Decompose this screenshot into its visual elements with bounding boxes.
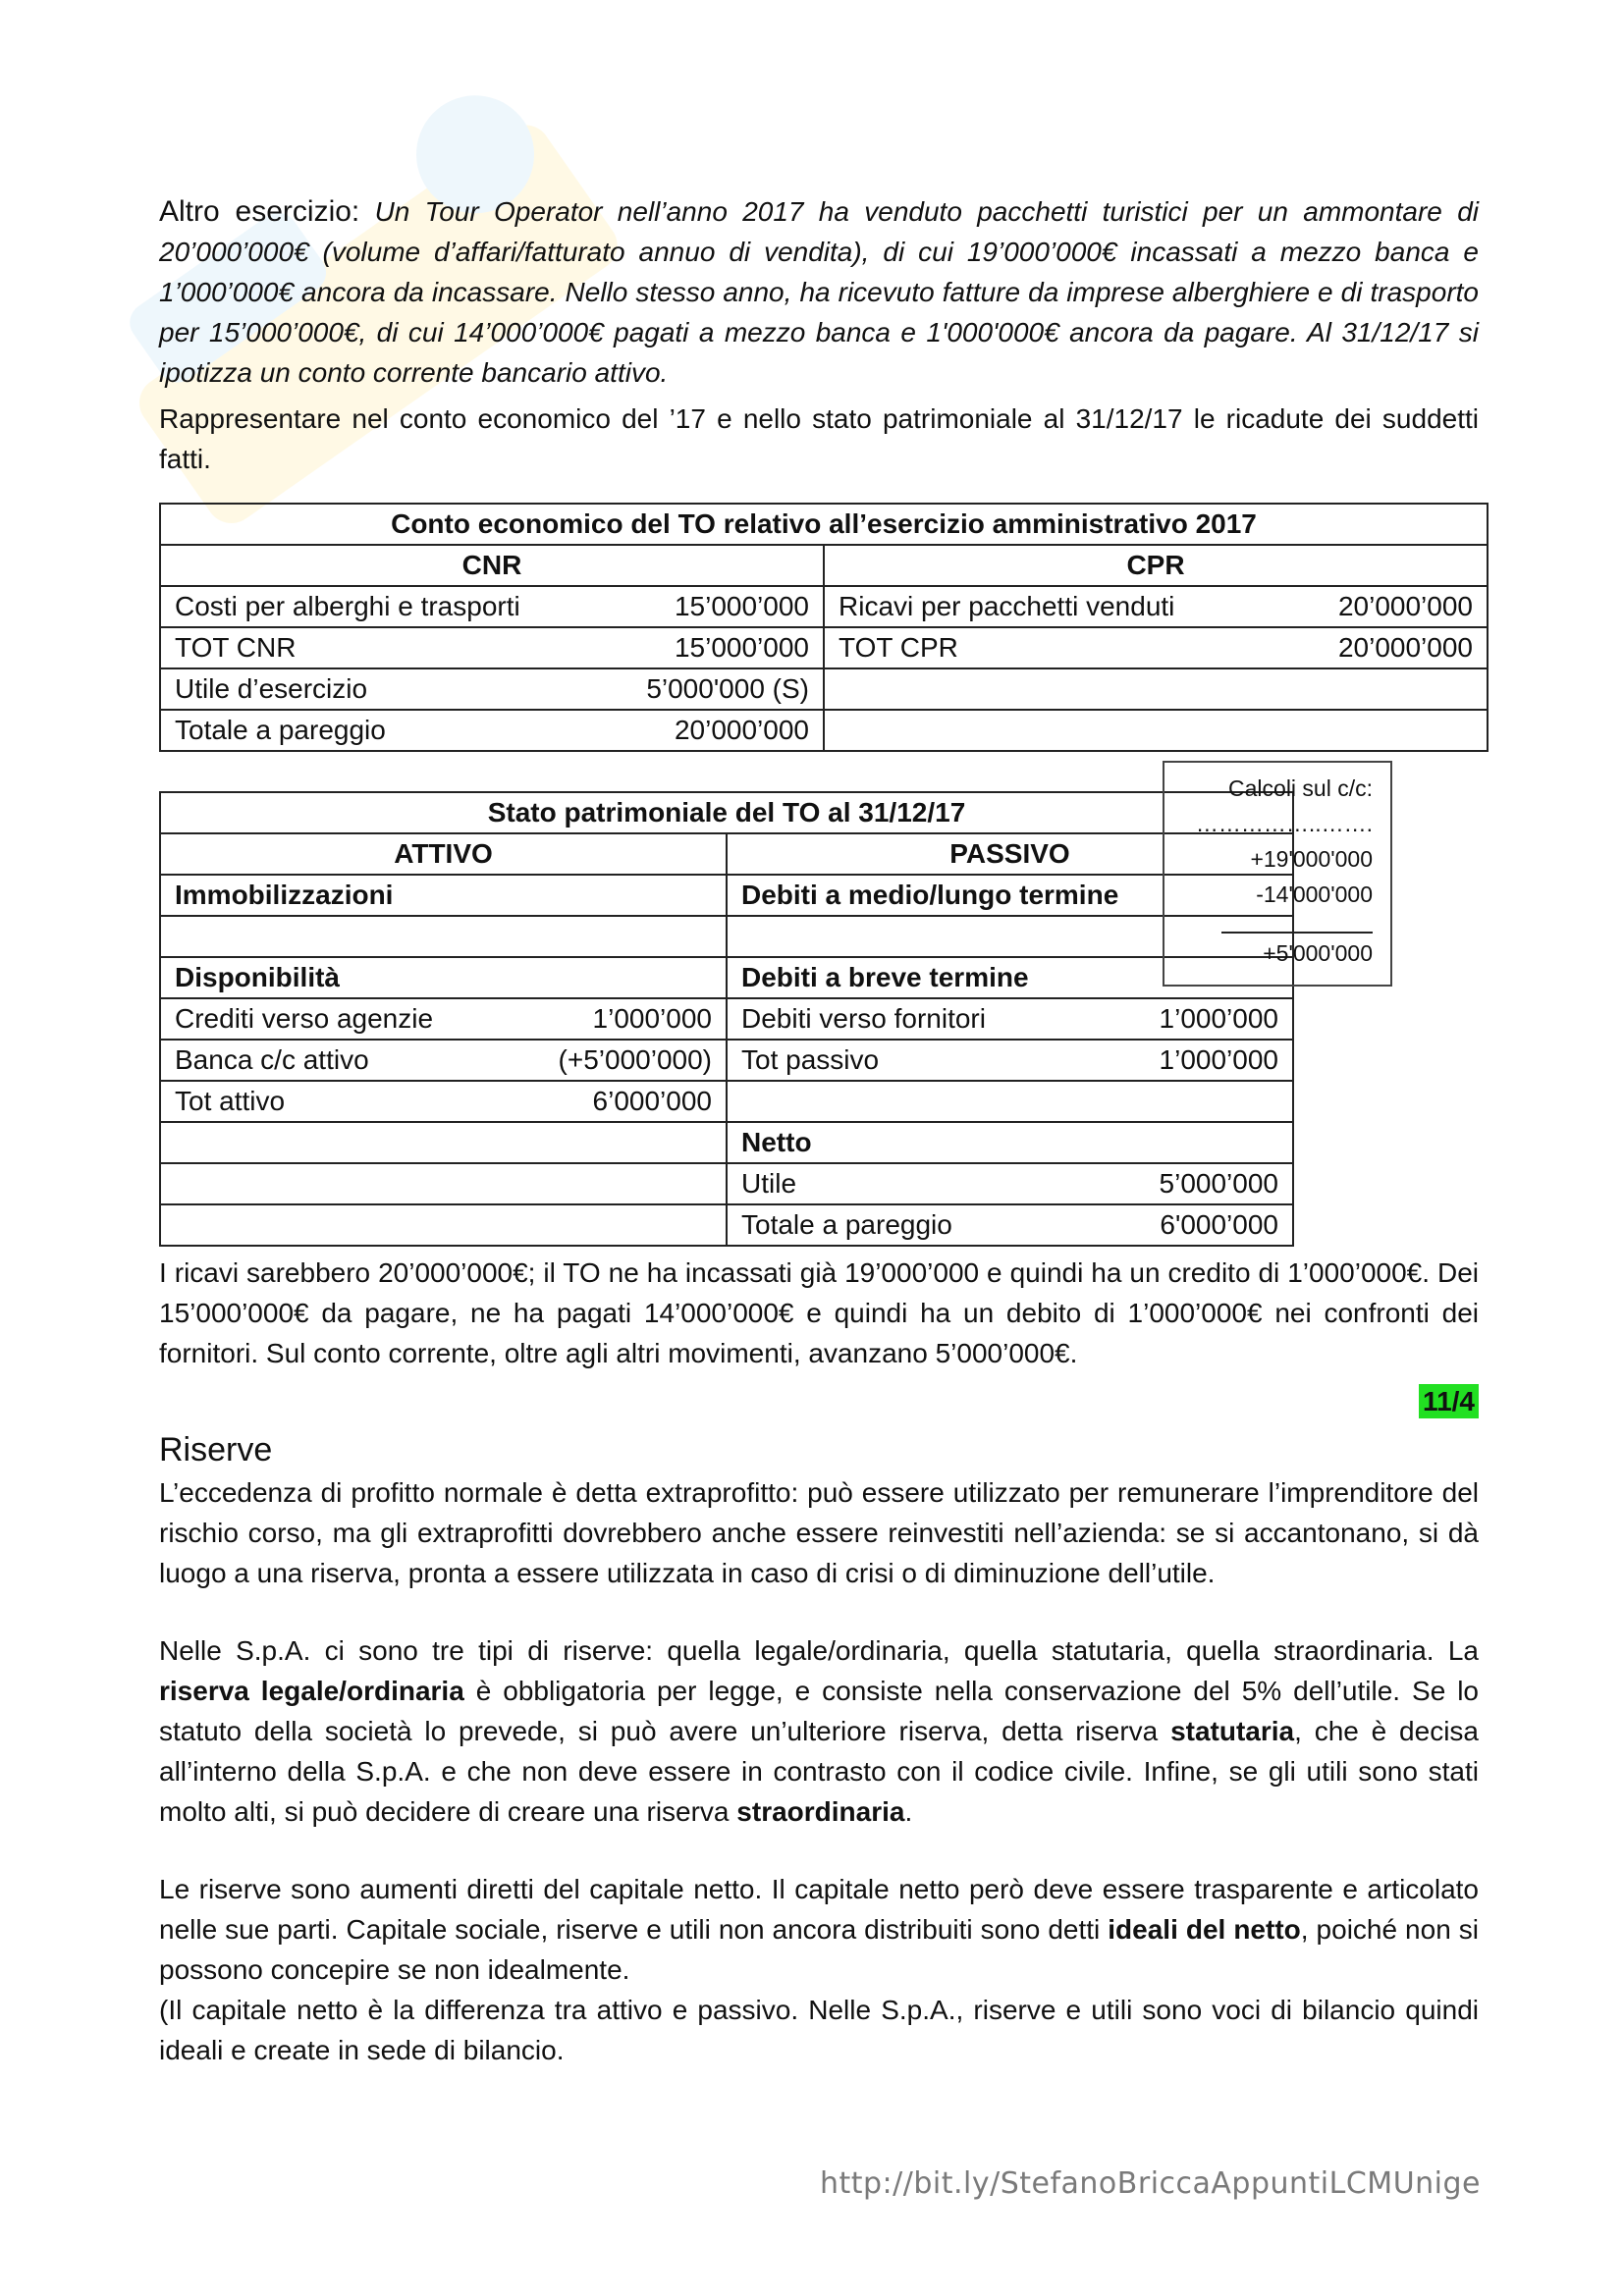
lesson-date-badge: 11/4 <box>1419 1384 1479 1418</box>
sp-cell-left <box>160 1081 727 1122</box>
exercise-question: Rappresentare nel conto economico del ’17 e nello stato patrimoniale al 31/12/17 le ricadute dei suddetti fatti. <box>159 403 1479 474</box>
sp-label: Tot passivo <box>741 1044 880 1075</box>
explanation-paragraph: I ricavi sarebbero 20’000’000€; il TO ne ha incassati già 19’000’000 e quindi ha un credito di 1’000’000€. Dei 15’000’000€ da pagare, ne ha pagati 14’000’000€ e quindi ha un debito di 1’000’000€ nei confronti dei fornitori. Sul conto corrente, oltre agli altri movimenti, avanzano 5’000’000€. <box>159 1257 1479 1368</box>
sp-value: 6'000’000 <box>1160 1209 1278 1240</box>
sp-row <box>160 1204 1293 1246</box>
term-statutaria: statutaria <box>1170 1716 1295 1746</box>
sp-cell-right <box>727 1163 1293 1204</box>
sp-cell-right <box>727 998 1293 1040</box>
ce-value: 20’000’000 <box>1337 632 1473 663</box>
ce-cell-right <box>824 586 1488 627</box>
ce-label: TOT CPR <box>839 632 958 663</box>
text-run: . <box>904 1796 913 1827</box>
sp-value: (+5’000’000) <box>558 1044 712 1075</box>
ce-header-cpr: CPR <box>824 545 1488 586</box>
term-ideali-del-netto: ideali del netto <box>1108 1914 1301 1945</box>
page-content <box>159 191 1479 2070</box>
exercise-lead: Altro esercizio: <box>159 195 360 228</box>
sp-row <box>160 957 1293 998</box>
sp-value: 1’000’000 <box>592 1003 712 1034</box>
ce-cell-left <box>160 710 824 751</box>
sp-value: 1’000’000 <box>1159 1044 1278 1075</box>
ce-cell-right <box>824 627 1488 668</box>
ce-row <box>160 668 1488 710</box>
sp-row <box>160 875 1293 916</box>
calcoli-minus: -14'000'000 <box>1256 881 1373 907</box>
ce-value: 20’000’000 <box>1337 591 1473 621</box>
sp-cell-right <box>727 1081 1293 1122</box>
riserve-paragraph-3 <box>159 1869 1479 1990</box>
ce-value: 5’000'000 (S) <box>646 673 809 704</box>
calcoli-title: Calcoli sul c/c: <box>1228 775 1373 801</box>
text-run: Le riserve sono aumenti diretti del capitale netto. Il capitale netto però deve essere trasparente e articolato nelle sue parti. Capitale sociale, riserve e utili non ancora distribuiti sono detti <box>159 1874 1479 1945</box>
sp-cell-right <box>727 1204 1293 1246</box>
sp-label: Immobilizzazioni <box>175 880 394 910</box>
sp-label: Totale a pareggio <box>741 1209 952 1240</box>
sp-label: Netto <box>741 1127 812 1157</box>
exercise-problem: Un Tour Operator nell’anno 2017 ha venduto pacchetti turistici per un ammontare di 20’000’000€ (volume d’affari/fatturato annuo di vendita), di cui 19’000’000€ incassati a mezzo banca e 1’000’000€ ancora da incassare. Nello stesso anno, ha ricevuto fatture da imprese alberghiere e di trasporto per 15’000’000€, di cui 14’000’000€ pagati a mezzo banca e 1'000'000€ ancora da pagare. Al 31/12/17 si ipotizza un conto corrente bancario attivo. <box>159 196 1479 388</box>
sp-row <box>160 1081 1293 1122</box>
ce-label: TOT CNR <box>175 632 297 663</box>
ce-label: Totale a pareggio <box>175 715 386 745</box>
riserve-paragraph-1: L’eccedenza di profitto normale è detta extraprofitto: può essere utilizzato per remunerare l’imprenditore del rischio corso, ma gli extraprofitti dovrebbero anche essere reinvestiti nell’azienda: se si accantonano, si dà luogo a una riserva, pronta a essere utilizzata in caso di crisi o di diminuzione dell’utile. <box>159 1477 1479 1588</box>
sp-cell-left <box>160 875 727 916</box>
calcoli-plus: +19'000'000 <box>1250 846 1373 872</box>
sp-cell-right <box>727 1122 1293 1163</box>
sp-label: Debiti a medio/lungo termine <box>741 880 1119 910</box>
sp-label: Debiti verso fornitori <box>741 1003 986 1034</box>
ce-cell-right <box>824 710 1488 751</box>
stato-patrimoniale-table <box>159 791 1294 1247</box>
text-run: è obbligatoria per legge, e consiste nella conservazione del 5% dell’utile. Se lo statuto della società lo prevede, si può avere un’ulteriore riserva, detta riserva <box>159 1676 1479 1746</box>
calcoli-result: +5'000'000 <box>1263 940 1373 966</box>
text-run: Nelle S.p.A. ci sono tre tipi di riserve: quella legale/ordinaria, quella statutaria, quella straordinaria. La <box>159 1635 1479 1666</box>
text-run: , poiché non si possono concepire se non idealmente. <box>159 1914 1479 1985</box>
exercise-intro <box>159 191 1479 393</box>
sp-label: Crediti verso agenzie <box>175 1003 434 1034</box>
ce-row <box>160 710 1488 751</box>
sp-cell-left <box>160 1040 727 1081</box>
term-riserva-legale: riserva legale/ordinaria <box>159 1676 464 1706</box>
ce-value: 15’000’000 <box>674 632 809 663</box>
sp-row <box>160 1163 1293 1204</box>
sp-row <box>160 1122 1293 1163</box>
calcoli-dots: ……………..……. <box>1195 811 1373 836</box>
sp-cell-left <box>160 1122 727 1163</box>
sp-header-attivo: ATTIVO <box>160 833 727 875</box>
sp-label: Disponibilità <box>175 962 340 992</box>
sp-cell-left <box>160 1204 727 1246</box>
sp-value: 1’000’000 <box>1159 1003 1278 1034</box>
sp-title: Stato patrimoniale del TO al 31/12/17 <box>160 792 1293 833</box>
sp-row <box>160 998 1293 1040</box>
ce-cell-left <box>160 627 824 668</box>
calcoli-rule <box>1221 912 1373 934</box>
ce-label: Costi per alberghi e trasporti <box>175 591 520 621</box>
ce-value: 15’000’000 <box>674 591 809 621</box>
ce-value: 20’000’000 <box>674 715 809 745</box>
sp-label: Utile <box>741 1168 797 1199</box>
ce-cell-left <box>160 586 824 627</box>
sp-value: 5’000’000 <box>1159 1168 1278 1199</box>
ce-header-cnr: CNR <box>160 545 824 586</box>
calcoli-box <box>1163 761 1392 987</box>
sp-row <box>160 916 1293 957</box>
ce-title: Conto economico del TO relativo all’esercizio amministrativo 2017 <box>160 504 1488 545</box>
riserve-paragraph-4: (Il capitale netto è la differenza tra attivo e passivo. Nelle S.p.A., riserve e utili sono voci di bilancio quindi ideali e create in sede di bilancio. <box>159 1995 1479 2065</box>
ce-label: Utile d’esercizio <box>175 673 368 704</box>
ce-cell-left <box>160 668 824 710</box>
ce-label: Ricavi per pacchetti venduti <box>839 591 1175 621</box>
ce-row <box>160 586 1488 627</box>
term-straordinaria: straordinaria <box>736 1796 905 1827</box>
text-run: , che è decisa all’interno della S.p.A. e che non deve essere in contrasto con il codice civile. Infine, se gli utili sono stati molto alti, si può decidere di creare una riserva <box>159 1716 1479 1827</box>
ce-cell-right <box>824 668 1488 710</box>
sp-cell-left <box>160 916 727 957</box>
section-heading-riserve: Riserve <box>159 1431 273 1468</box>
footer-link[interactable]: http://bit.ly/StefanoBriccaAppuntiLCMUnige <box>819 2166 1481 2201</box>
conto-economico-table <box>159 503 1489 752</box>
sp-label: Tot attivo <box>175 1086 286 1116</box>
sp-header-passivo: PASSIVO <box>727 833 1293 875</box>
sp-row <box>160 1040 1293 1081</box>
sp-cell-left <box>160 957 727 998</box>
sp-cell-left <box>160 998 727 1040</box>
sp-cell-right <box>727 1040 1293 1081</box>
sp-label: Debiti a breve termine <box>741 962 1029 992</box>
ce-row <box>160 627 1488 668</box>
sp-label: Banca c/c attivo <box>175 1044 369 1075</box>
sp-cell-left <box>160 1163 727 1204</box>
riserve-paragraph-2 <box>159 1630 1479 1832</box>
sp-value: 6’000’000 <box>592 1086 712 1116</box>
